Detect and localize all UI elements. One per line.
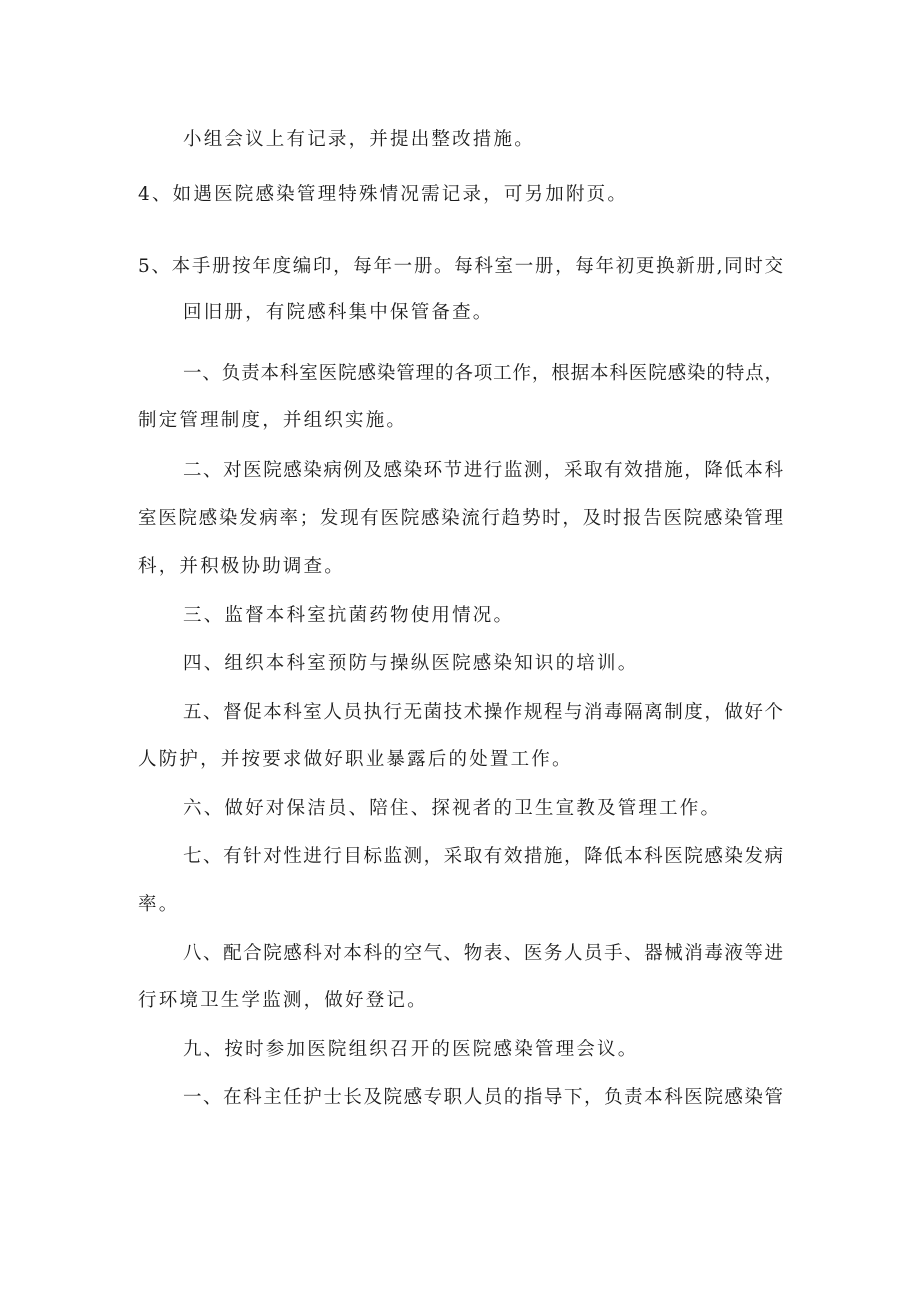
- text-line: 率。: [138, 894, 180, 915]
- text-line: 行环境卫生学监测，做好登记。: [138, 990, 428, 1011]
- text-line: 三、监督本科室抗菌药物使用情况。: [183, 605, 515, 626]
- text-line: 室医院感染发病率；发现有医院感染流行趋势时，及时报告医院感染管理: [138, 508, 783, 529]
- text-line: 一、负责本科室医院感染管理的各项工作，根据本科医院感染的特点，: [183, 363, 783, 384]
- text-line: 二、对医院感染病例及感染环节进行监测，采取有效措施，降低本科: [183, 460, 783, 481]
- text-line: 制定管理制度，并组织实施。: [138, 410, 408, 431]
- text-line: 5、本手册按年度编印，每年一册。每科室一册，每年初更换新册,同时交: [138, 256, 783, 277]
- text-line: 七、有针对性进行目标监测，采取有效措施，降低本科医院感染发病: [183, 846, 783, 867]
- text-line: 九、按时参加医院组织召开的医院感染管理会议。: [183, 1039, 639, 1060]
- text-line: 八、配合院感科对本科的空气、物表、医务人员手、器械消毒液等进: [183, 943, 783, 964]
- text-line: 4、如遇医院感染管理特殊情况需记录，可另加附页。: [138, 184, 629, 205]
- text-line: 一、在科主任护士长及院感专职人员的指导下，负责本科医院感染管: [183, 1087, 783, 1108]
- text-line: 科，并积极协助调查。: [138, 556, 346, 577]
- text-line: 回旧册，有院感科集中保管备查。: [183, 302, 494, 323]
- text-line: 六、做好对保洁员、陪住、探视者的卫生宣教及管理工作。: [183, 798, 722, 819]
- text-line: 小组会议上有记录，并提出整改措施。: [183, 129, 535, 150]
- text-line: 五、督促本科室人员执行无菌技术操作规程与消毒隔离制度，做好个: [183, 702, 783, 723]
- text-line: 四、组织本科室预防与操纵医院感染知识的培训。: [183, 653, 639, 674]
- text-line: 人防护，并按要求做好职业暴露后的处置工作。: [138, 749, 573, 770]
